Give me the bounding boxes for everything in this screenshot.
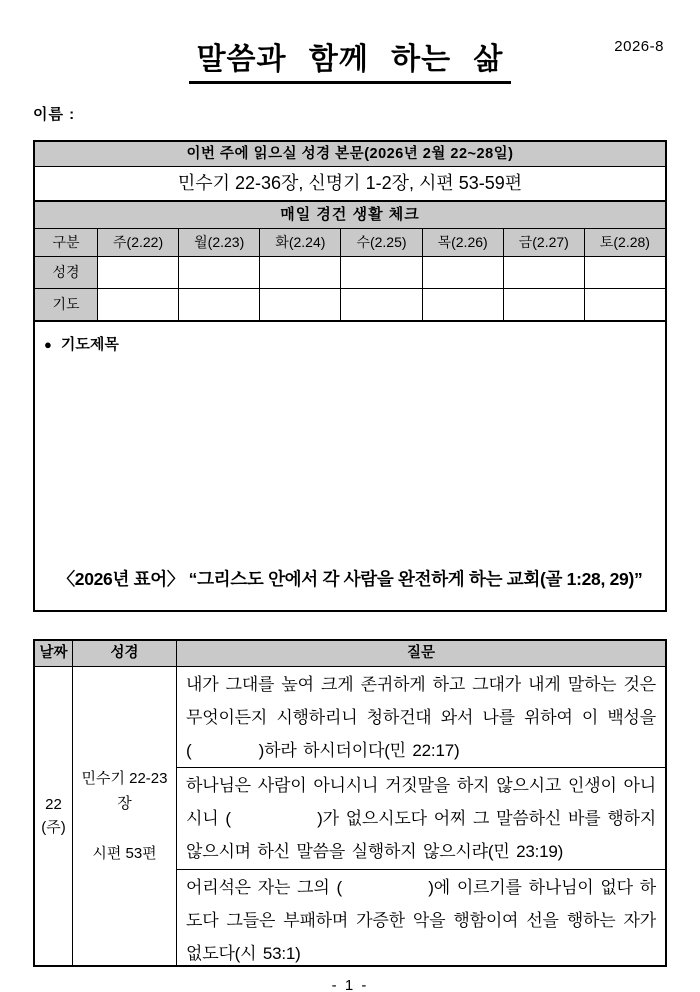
prayer-section-title <box>35 322 665 354</box>
day-header-wed: 수(2.25) <box>340 229 421 256</box>
prayer-box <box>33 320 667 612</box>
check-cell <box>503 289 584 320</box>
day-header-tue: 화(2.24) <box>259 229 340 256</box>
weekly-reading-header: 이번 주에 읽으실 성경 본문(2026년 2월 22~28일) <box>35 142 665 166</box>
date-weekday: (주) <box>41 819 66 836</box>
check-cell <box>340 257 421 288</box>
header-bible: 성경 <box>72 641 176 666</box>
check-cell <box>97 289 178 320</box>
bible-passage-1: 민수기 22-23장 <box>81 770 168 812</box>
bible-cell <box>72 667 176 965</box>
weekly-passages: 민수기 22-36장, 신명기 1-2장, 시편 53-59편 <box>35 166 665 200</box>
check-cell <box>178 289 259 320</box>
check-cell <box>584 289 665 320</box>
check-cell <box>178 257 259 288</box>
doc-code: 2026-8 <box>614 38 664 55</box>
questions-body <box>35 666 665 965</box>
page-number: - 1 - <box>331 977 369 992</box>
day-header-fri: 금(2.27) <box>503 229 584 256</box>
bible-check-row <box>35 256 665 288</box>
question-1: 내가 그대를 높여 크게 존귀하게 하고 그대가 내게 말하는 것은 무엇이든지 시행하리니 청하건대 와서 나를 위하여 이 백성을 ( )하라 하시더이다(민 22:17) <box>176 667 665 767</box>
name-label: 이름 : <box>33 106 76 123</box>
daily-check-box <box>33 200 667 322</box>
prayer-row-label: 기도 <box>35 289 97 320</box>
bible-row-label: 성경 <box>35 257 97 288</box>
bible-passage-2: 시편 53편 <box>92 845 157 862</box>
check-cell <box>422 289 503 320</box>
check-cell <box>97 257 178 288</box>
daily-check-title: 매일 경건 생활 체크 <box>35 202 665 228</box>
check-cell <box>259 289 340 320</box>
weekly-reading-box <box>33 140 667 202</box>
prayer-check-row <box>35 288 665 320</box>
title-area <box>33 0 667 84</box>
check-cell <box>259 257 340 288</box>
prayer-title-text: 기도제목 <box>60 336 119 353</box>
yearly-motto: 〈2026년 표어〉 “그리스도 안에서 각 사람을 완전하게 하는 교회(골 1:28, 29)” <box>57 569 643 589</box>
day-header-sun: 주(2.22) <box>97 229 178 256</box>
question-2: 하나님은 사람이 아니시니 거짓말을 하지 않으시고 인생이 아니시니 ( )가 없으시도다 어찌 그 말씀하신 바를 행하지 않으시며 하신 말씀을 실행하지 않으시랴(민 23:19) <box>176 767 665 869</box>
header-question: 질문 <box>176 641 665 666</box>
col-label: 구분 <box>35 229 97 256</box>
day-header-mon: 월(2.23) <box>178 229 259 256</box>
questions-table <box>33 639 667 967</box>
header-date: 날짜 <box>39 645 68 661</box>
check-cell <box>503 257 584 288</box>
check-cell <box>422 257 503 288</box>
question-3: 어리석은 자는 그의 ( )에 이르기를 하나님이 없다 하도다 그들은 부패하며 가증한 악을 행함이여 선을 행하는 자가 없도다(시 53:1) <box>176 869 665 965</box>
bullet-icon: ● <box>44 337 52 352</box>
check-cell <box>584 257 665 288</box>
daily-check-header-row <box>35 228 665 256</box>
day-header-sat: 토(2.28) <box>584 229 665 256</box>
questions-header-row <box>35 641 665 666</box>
date-cell <box>35 667 72 965</box>
page-title: 말씀과 함께 하는 삶 <box>189 34 512 84</box>
day-header-thu: 목(2.26) <box>422 229 503 256</box>
check-cell <box>340 289 421 320</box>
date-day: 22 <box>45 796 62 813</box>
